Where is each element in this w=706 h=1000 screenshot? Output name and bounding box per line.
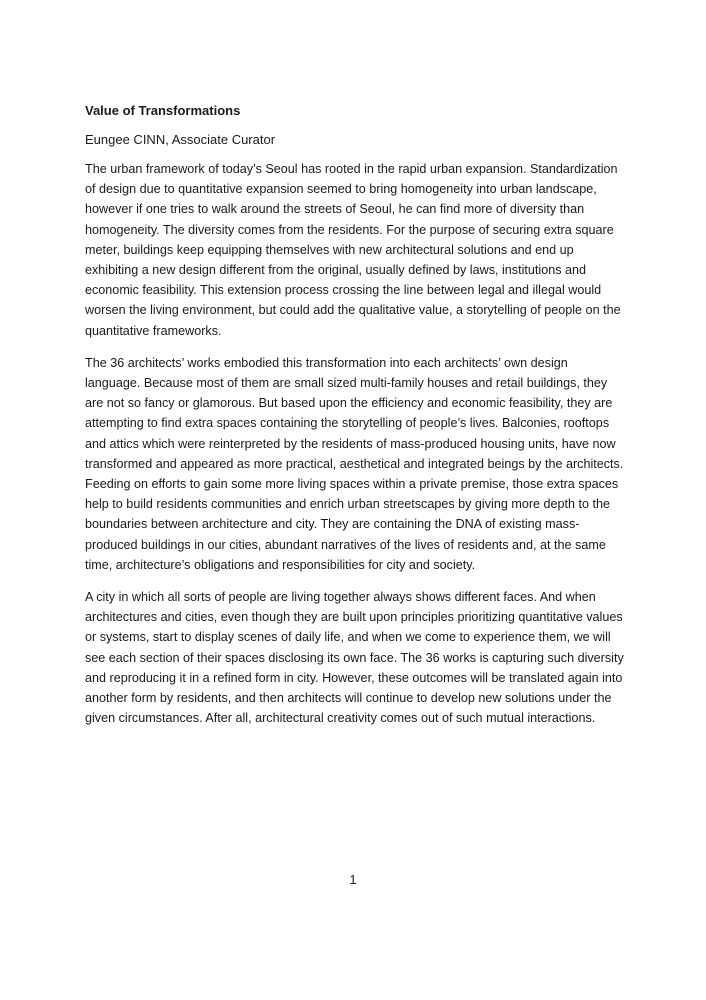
paragraph-2: The 36 architects’ works embodied this transformation into each architects’ own design language. Because most of them are small sized multi-family houses and retail buildings, they are not so fancy or glamorous. But based upon the efficiency and economic feasibility, they are attempting to find extra spaces containing the storytelling of people’s lives. Balconies, rooftops and attics which were reinterpreted by the residents of mass-produced housing units, have now transformed and appeared as more practical, aesthetical and integrated beings by the architects. Feeding on efforts to gain some more living spaces within a private premise, those extra spaces help to build residents communities and enrich urban streetscapes by giving more depth to the boundaries between architecture and city. They are containing the DNA of existing mass-produced buildings in our cities, abundant narratives of the lives of residents and, at the same time, architecture’s obligations and responsibilities for city and society. bbox=[85, 355, 624, 572]
document-body bbox=[85, 101, 625, 740]
author-line: Eungee CINN, Associate Curator bbox=[85, 132, 276, 147]
paragraph-1: The urban framework of today’s Seoul has rooted in the rapid urban expansion. Standardization of design due to quantitative expansion seemed to bring homogeneity into urban landscape, however if one tries to walk around the streets of Seoul, he can find more of diversity than homogeneity. The diversity comes from the residents. For the purpose of securing extra square meter, buildings keep equipping themselves with new architectural solutions and end up exhibiting a new design different from the original, usually defined by laws, institutions and economic feasibility. This extension process crossing the line between legal and illegal would worsen the living environment, but could add the qualitative value, a storytelling of people on the quantitative frameworks. bbox=[85, 162, 621, 338]
paragraph-3: A city in which all sorts of people are living together always shows different faces. And when architectures and cities, even though they are built upon principles prioritizing quantitative values or systems, start to display scenes of daily life, and when we come to experience them, we will see each section of their spaces disclosing its own face. The 36 works is capturing such diversity and reproducing it in a refined form in city. However, these outcomes will be translated again into another form by residents, and then architects will continue to develop new solutions under the given circumstances. After all, architectural creativity comes out of such mutual interactions. bbox=[85, 590, 624, 726]
page-number: 1 bbox=[349, 872, 357, 887]
document-title: Value of Transformations bbox=[85, 103, 241, 118]
